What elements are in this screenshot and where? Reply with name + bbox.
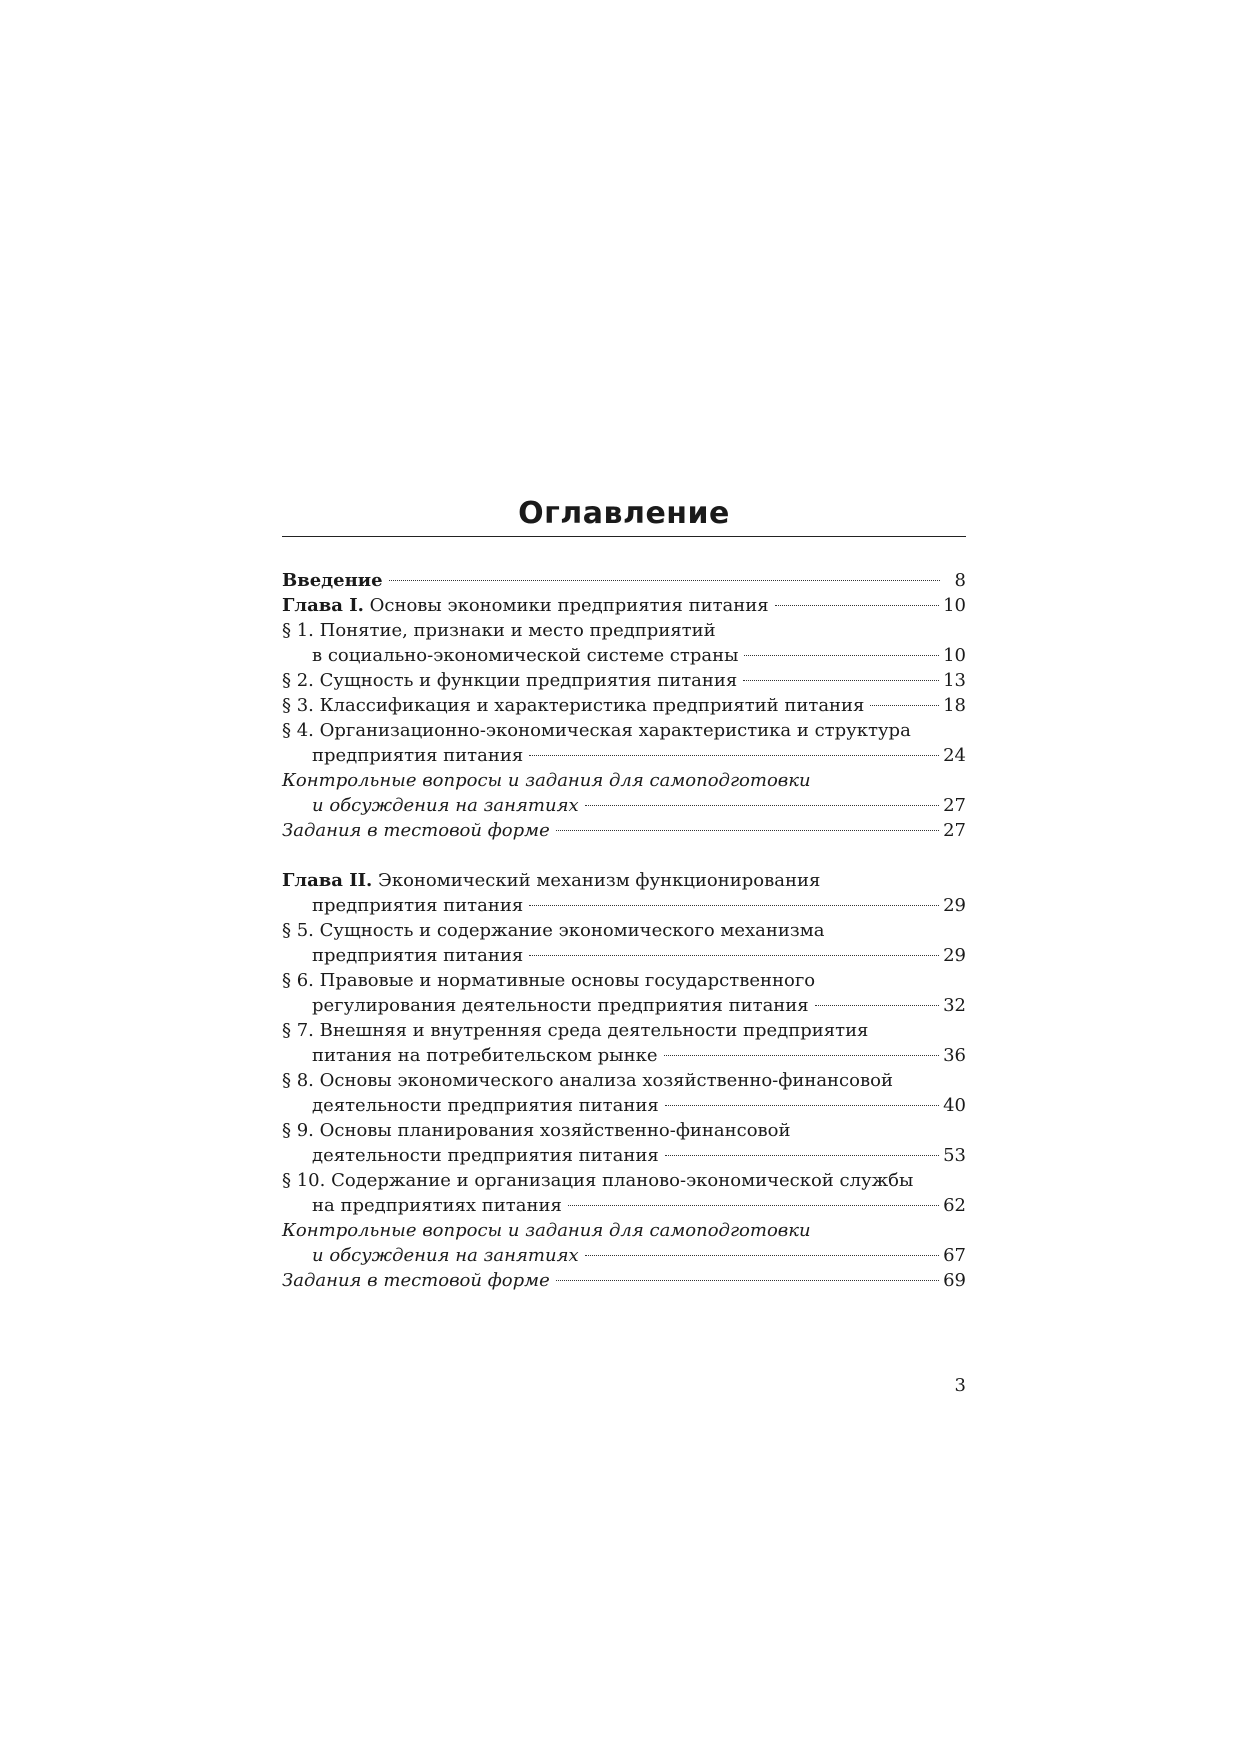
toc-page-number: 10 — [943, 595, 966, 616]
toc-entry-text — [282, 918, 824, 943]
dot-leader — [743, 680, 939, 681]
toc-line — [282, 893, 966, 918]
toc-entry-label: Глава II. — [282, 870, 373, 891]
toc-entry[interactable] — [282, 568, 966, 593]
toc-entry[interactable] — [282, 868, 966, 918]
toc-entry-title: деятельности предприятия питания — [312, 1095, 659, 1116]
toc-line — [282, 1118, 966, 1143]
toc-entry-text — [312, 1093, 659, 1118]
toc-entry-title: питания на потребительском рынке — [312, 1045, 658, 1066]
toc-entry[interactable] — [282, 1118, 966, 1168]
toc-line — [282, 593, 966, 618]
toc-entry-title: предприятия питания — [312, 745, 524, 766]
chapter-spacer — [282, 843, 966, 868]
toc-page-number: 67 — [943, 1245, 966, 1266]
toc-entry-text — [282, 718, 911, 743]
toc-line — [282, 693, 966, 718]
title-divider — [282, 536, 966, 537]
toc-line — [282, 1268, 966, 1293]
toc-entry-title: Контрольные вопросы и задания для самоподготовки — [282, 1220, 811, 1241]
toc-entry-title: деятельности предприятия питания — [312, 1145, 659, 1166]
toc-entry-text — [282, 868, 820, 893]
toc-entry-text — [312, 793, 579, 818]
toc-entry-title: Основы экономики предприятия питания — [363, 595, 769, 616]
toc-entry-title: Задания в тестовой форме — [282, 820, 550, 841]
toc-entry-text — [282, 1268, 550, 1293]
table-of-contents — [282, 494, 966, 1293]
toc-page-number: 27 — [943, 795, 966, 816]
toc-entry[interactable] — [282, 718, 966, 768]
toc-entry-text — [312, 993, 809, 1018]
toc-entry-title: и обсуждения на занятиях — [312, 795, 579, 816]
toc-entry-title: регулирования деятельности предприятия питания — [312, 995, 809, 1016]
toc-line — [282, 868, 966, 893]
toc-entry-text — [312, 1193, 562, 1218]
toc-entry-text — [312, 1143, 659, 1168]
toc-entry-text — [312, 743, 523, 768]
toc-page-number: 24 — [943, 745, 966, 766]
dot-leader — [568, 1205, 939, 1206]
toc-entry-label: Введение — [282, 570, 383, 591]
toc-entry-title: в социально-экономической системе страны — [312, 645, 739, 666]
toc-entry-title: § 4. Организационно-экономическая характеристика и структура — [282, 720, 911, 741]
toc-entry-title: § 5. Сущность и содержание экономического механизма — [282, 920, 825, 941]
toc-entry[interactable] — [282, 668, 966, 693]
dot-leader — [744, 655, 939, 656]
toc-entry[interactable] — [282, 618, 966, 668]
toc-entry[interactable] — [282, 1068, 966, 1118]
toc-page-number: 18 — [943, 695, 966, 716]
toc-entry-text — [282, 693, 864, 718]
toc-line — [282, 1018, 966, 1043]
toc-line — [282, 643, 966, 668]
toc-line — [282, 768, 966, 793]
toc-line — [282, 1093, 966, 1118]
toc-page-number: 10 — [943, 645, 966, 666]
toc-entry-text — [282, 1218, 811, 1243]
toc-entry-title: и обсуждения на занятиях — [312, 1245, 579, 1266]
toc-page-number: 40 — [943, 1095, 966, 1116]
toc-entry-text — [312, 943, 523, 968]
toc-line — [282, 1168, 966, 1193]
toc-line — [282, 993, 966, 1018]
toc-entry-title: § 7. Внешняя и внутренняя среда деятельности предприятия — [282, 1020, 869, 1041]
toc-entry-text — [312, 1243, 579, 1268]
toc-entry[interactable] — [282, 968, 966, 1018]
dot-leader — [529, 755, 939, 756]
dot-leader — [664, 1055, 940, 1056]
toc-page-number: 53 — [943, 1145, 966, 1166]
toc-page-number: 8 — [954, 570, 966, 591]
page-number: 3 — [954, 1375, 966, 1396]
page-title: Оглавление — [518, 496, 730, 531]
dot-leader — [870, 705, 939, 706]
dot-leader — [529, 905, 939, 906]
toc-entry[interactable] — [282, 1168, 966, 1218]
dot-leader — [389, 580, 940, 581]
toc-entry-title: § 10. Содержание и организация планово-экономической службы — [282, 1170, 914, 1191]
toc-line — [282, 718, 966, 743]
toc-line — [282, 668, 966, 693]
toc-entry[interactable] — [282, 1218, 966, 1268]
toc-page-number: 13 — [943, 670, 966, 691]
toc-line — [282, 793, 966, 818]
toc-entry-text — [282, 1018, 868, 1043]
toc-page-number: 27 — [943, 820, 966, 841]
toc-entry[interactable] — [282, 918, 966, 968]
toc-entry-title: § 9. Основы планирования хозяйственно-финансовой — [282, 1120, 791, 1141]
toc-entry-title: § 3. Классификация и характеристика предприятий питания — [282, 695, 865, 716]
toc-entry-title: на предприятиях питания — [312, 1195, 562, 1216]
toc-line — [282, 568, 966, 593]
toc-line — [282, 1068, 966, 1093]
toc-entry-text — [312, 643, 738, 668]
dot-leader — [529, 955, 939, 956]
toc-entry-title: Экономический механизм функционирования — [372, 870, 821, 891]
toc-entry-text — [282, 818, 550, 843]
toc-entry-title: § 6. Правовые и нормативные основы государственного — [282, 970, 816, 991]
toc-entry[interactable] — [282, 1268, 966, 1293]
dot-leader — [556, 1280, 939, 1281]
toc-page-number: 62 — [943, 1195, 966, 1216]
dot-leader — [815, 1005, 939, 1006]
toc-page-number: 29 — [943, 895, 966, 916]
toc-entry-title: предприятия питания — [312, 945, 524, 966]
toc-entry-text — [282, 1168, 913, 1193]
toc-line — [282, 1143, 966, 1168]
toc-entry-text — [282, 1068, 893, 1093]
toc-entry-label: Глава I. — [282, 595, 364, 616]
toc-entry-text — [282, 668, 737, 693]
toc-entry-text — [312, 1043, 658, 1068]
toc-page-number: 69 — [943, 1270, 966, 1291]
toc-page-number: 29 — [943, 945, 966, 966]
toc-line — [282, 818, 966, 843]
toc-entry-text — [282, 1118, 791, 1143]
toc-line — [282, 1043, 966, 1068]
toc-entry[interactable] — [282, 1018, 966, 1068]
dot-leader — [585, 1255, 939, 1256]
toc-entry[interactable] — [282, 768, 966, 818]
toc-line — [282, 618, 966, 643]
toc-entry-title: § 8. Основы экономического анализа хозяйственно-финансовой — [282, 1070, 893, 1091]
dot-leader — [556, 830, 939, 831]
toc-entry-title: Контрольные вопросы и задания для самоподготовки — [282, 770, 811, 791]
toc-page-number: 36 — [943, 1045, 966, 1066]
dot-leader — [665, 1105, 939, 1106]
dot-leader — [665, 1155, 939, 1156]
toc-list — [282, 568, 966, 1293]
toc-line — [282, 943, 966, 968]
toc-line — [282, 1193, 966, 1218]
toc-page-number: 32 — [943, 995, 966, 1016]
toc-entry-title: предприятия питания — [312, 895, 524, 916]
toc-entry[interactable] — [282, 693, 966, 718]
toc-entry-text — [282, 968, 815, 993]
toc-line — [282, 918, 966, 943]
toc-entry-title: § 2. Сущность и функции предприятия питания — [282, 670, 738, 691]
toc-entry[interactable] — [282, 818, 966, 843]
toc-entry-title: § 1. Понятие, признаки и место предприятий — [282, 620, 716, 641]
toc-entry-text — [282, 593, 769, 618]
toc-entry-text — [282, 768, 811, 793]
toc-entry-title: Задания в тестовой форме — [282, 1270, 550, 1291]
toc-line — [282, 1243, 966, 1268]
toc-entry-text — [282, 618, 716, 643]
toc-entry[interactable] — [282, 593, 966, 618]
toc-line — [282, 968, 966, 993]
dot-leader — [585, 805, 939, 806]
toc-line — [282, 1218, 966, 1243]
toc-entry-text — [312, 893, 523, 918]
toc-entry-text — [282, 568, 383, 593]
toc-line — [282, 743, 966, 768]
dot-leader — [775, 605, 939, 606]
